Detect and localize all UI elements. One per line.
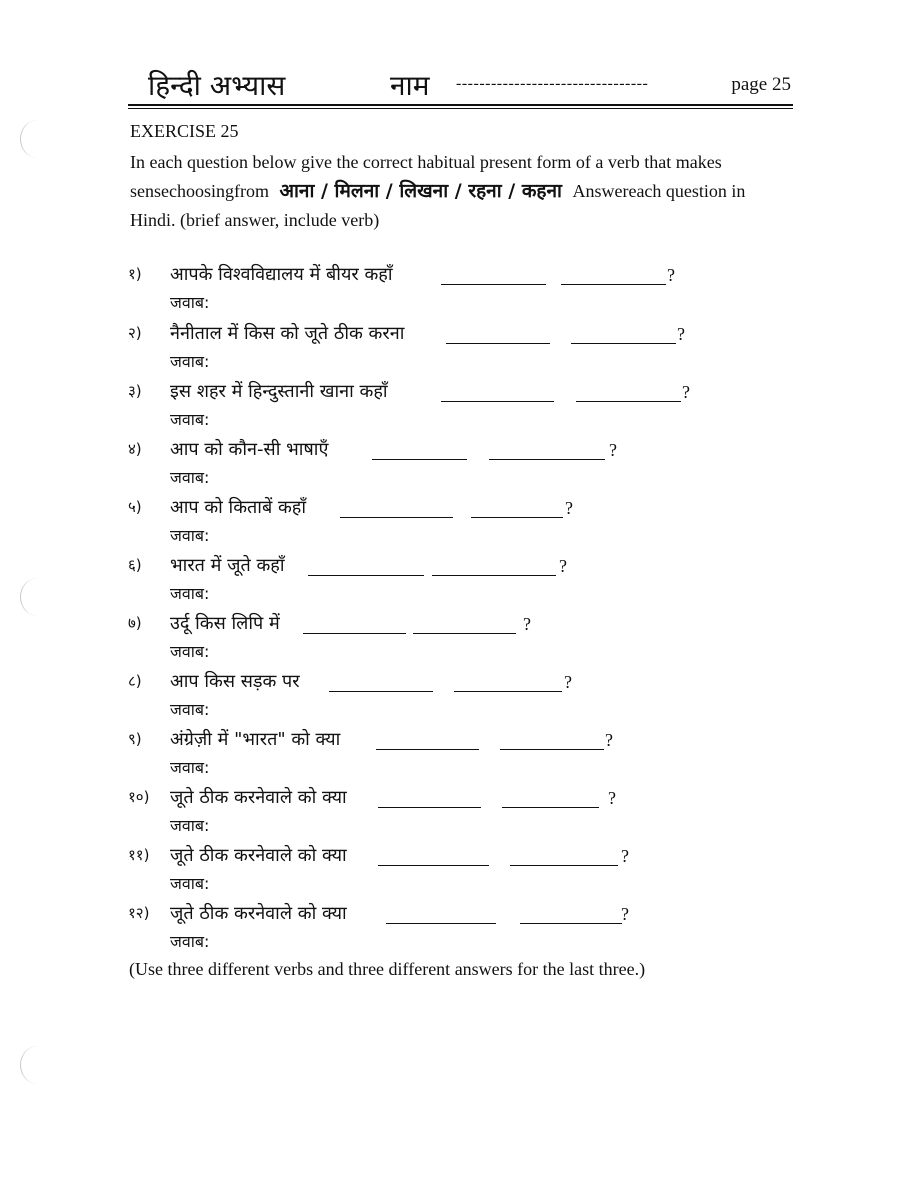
question-number: ११) (128, 846, 150, 864)
page-title: हिन्दी अभ्यास (148, 69, 286, 102)
question-text: जूते ठीक करनेवाले को क्या (170, 845, 347, 866)
question-text: आप को किताबें कहाँ (170, 497, 307, 518)
verb-blank-1[interactable] (340, 517, 453, 518)
punch-hole-mark (20, 1046, 55, 1084)
verb-blank-2[interactable] (510, 865, 618, 866)
verb-blank-1[interactable] (308, 575, 424, 576)
verb-blank-2[interactable] (561, 284, 666, 285)
question-number: १२) (128, 904, 150, 922)
answer-label: जवाब: (170, 293, 210, 312)
name-fill-line: --------------------------------- (456, 75, 649, 92)
instruction-text-end: Answereach question in Hindi. (brief answer, include verb) (130, 181, 746, 230)
question-text: आप किस सड़क पर (170, 671, 300, 692)
question-number: ४) (128, 440, 142, 458)
question-text: उर्दू किस लिपि में (170, 613, 280, 634)
question-number: १) (128, 265, 142, 283)
header-rule (128, 104, 793, 106)
question-item (128, 785, 748, 841)
question-item (128, 321, 748, 377)
question-text: भारत में जूते कहाँ (170, 555, 285, 576)
page-number: page 25 (731, 74, 791, 95)
question-number: ७) (128, 614, 142, 632)
question-item (128, 901, 748, 957)
question-item (128, 262, 748, 318)
question-item (128, 495, 748, 551)
verb-blank-2[interactable] (489, 459, 605, 460)
answer-label: जवाब: (170, 584, 210, 603)
name-label: नाम (390, 69, 430, 102)
punch-hole-mark (20, 578, 55, 616)
verb-blank-2[interactable] (520, 923, 622, 924)
question-number: ६) (128, 556, 142, 574)
answer-label: जवाब: (170, 526, 210, 545)
verb-blank-1[interactable] (386, 923, 496, 924)
question-text: नैनीताल में किस को जूते ठीक करना (170, 323, 405, 344)
question-text: आप को कौन-सी भाषाएँ (170, 439, 329, 460)
question-text: अंग्रेज़ी में "भारत" को क्या (170, 729, 341, 750)
answer-label: जवाब: (170, 410, 210, 429)
verb-blank-1[interactable] (378, 865, 489, 866)
verb-blank-2[interactable] (432, 575, 556, 576)
question-item (128, 379, 748, 435)
verb-blank-1[interactable] (378, 807, 481, 808)
question-mark: ? (621, 904, 629, 924)
verb-blank-2[interactable] (576, 401, 681, 402)
verb-choices: आना / मिलना / लिखना / रहना / कहना (279, 180, 562, 202)
question-number: ३) (128, 382, 142, 400)
verb-blank-1[interactable] (376, 749, 479, 750)
footnote: (Use three different verbs and three different answers for the last three.) (129, 959, 646, 979)
verb-blank-1[interactable] (303, 633, 406, 634)
answer-label: जवाब: (170, 352, 210, 371)
verb-blank-2[interactable] (502, 807, 599, 808)
question-mark: ? (682, 382, 690, 402)
verb-blank-1[interactable] (329, 691, 433, 692)
verb-blank-1[interactable] (441, 401, 554, 402)
verb-blank-1[interactable] (446, 343, 550, 344)
punch-hole-mark (20, 120, 55, 158)
answer-label: जवाब: (170, 642, 210, 661)
question-number: १०) (128, 788, 150, 806)
question-item (128, 669, 748, 725)
question-text: इस शहर में हिन्दुस्तानी खाना कहाँ (170, 381, 388, 402)
question-number: ५) (128, 498, 142, 516)
question-text: आपके विश्वविद्यालय में बीयर कहाँ (170, 264, 393, 285)
exercise-title: EXERCISE 25 (130, 121, 239, 141)
question-mark: ? (677, 324, 685, 344)
question-item (128, 553, 748, 609)
question-mark: ? (667, 265, 675, 285)
verb-blank-2[interactable] (571, 343, 676, 344)
header-rule-thin (128, 108, 793, 109)
question-mark: ? (565, 498, 573, 518)
answer-label: जवाब: (170, 874, 210, 893)
question-number: ९) (128, 730, 142, 748)
question-text: जूते ठीक करनेवाले को क्या (170, 903, 347, 924)
question-mark: ? (608, 788, 616, 808)
answer-label: जवाब: (170, 816, 210, 835)
answer-label: जवाब: (170, 932, 210, 951)
question-item (128, 843, 748, 899)
question-text: जूते ठीक करनेवाले को क्या (170, 787, 347, 808)
verb-blank-2[interactable] (454, 691, 562, 692)
question-mark: ? (559, 556, 567, 576)
question-item (128, 437, 748, 493)
page-header (128, 62, 793, 106)
answer-label: जवाब: (170, 468, 210, 487)
question-number: ८) (128, 672, 142, 690)
verb-blank-2[interactable] (471, 517, 563, 518)
question-mark: ? (609, 440, 617, 460)
verb-blank-1[interactable] (441, 284, 546, 285)
answer-label: जवाब: (170, 758, 210, 777)
verb-blank-2[interactable] (413, 633, 516, 634)
instructions (130, 148, 795, 235)
question-item (128, 611, 748, 667)
question-mark: ? (605, 730, 613, 750)
question-mark: ? (523, 614, 531, 634)
answer-label: जवाब: (170, 700, 210, 719)
question-mark: ? (621, 846, 629, 866)
verb-blank-1[interactable] (372, 459, 467, 460)
verb-blank-2[interactable] (500, 749, 604, 750)
question-mark: ? (564, 672, 572, 692)
question-number: २) (128, 324, 142, 342)
question-item (128, 727, 748, 783)
instruction-text: In each question below give the correct habitual present form of a verb that makes sensechoosingfrom (130, 152, 722, 201)
